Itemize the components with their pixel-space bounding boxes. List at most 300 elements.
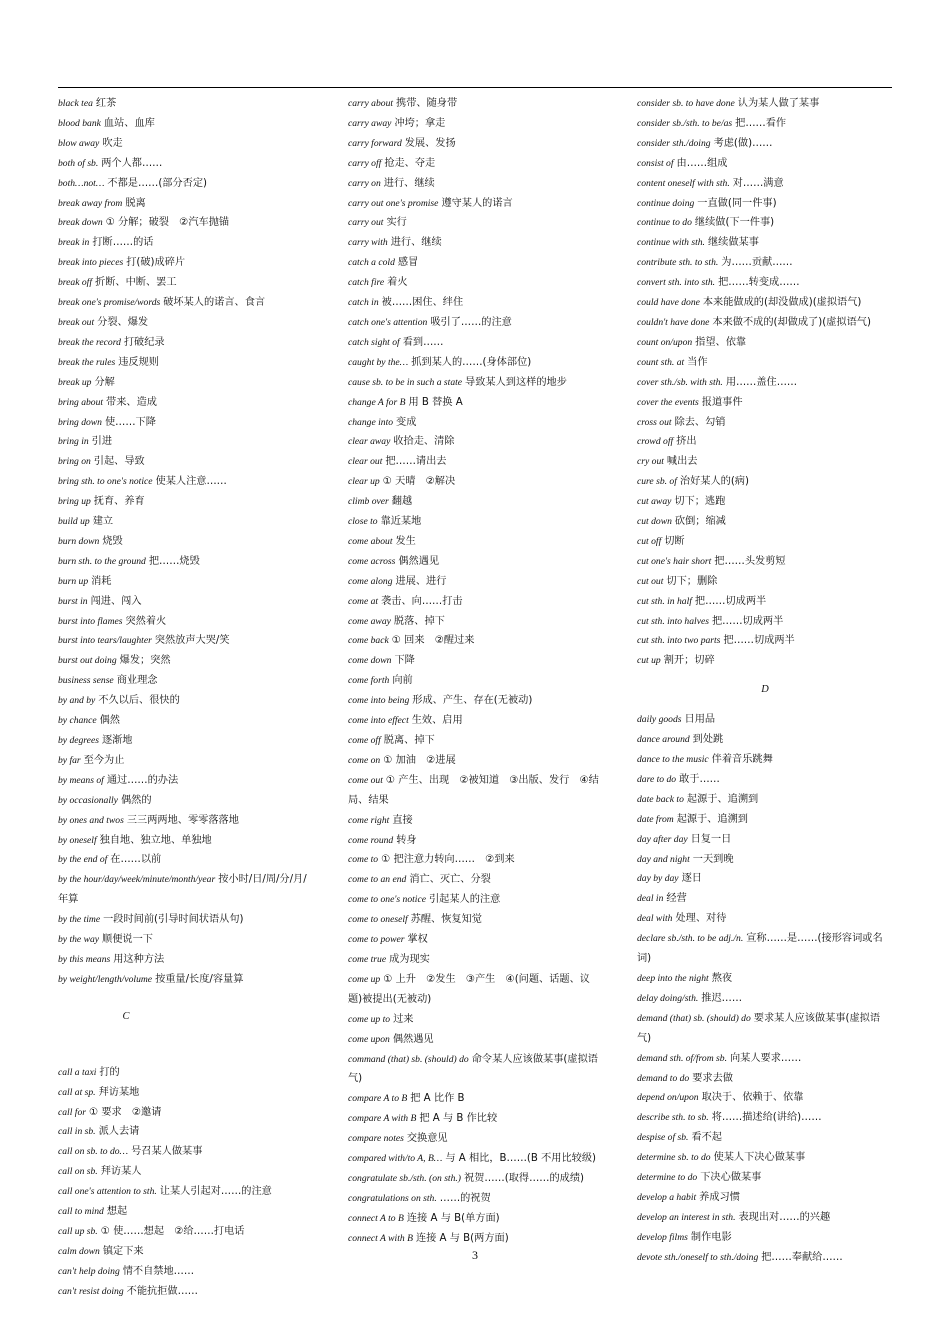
phrase-chinese: 烧毁 [102,535,123,547]
phrase-entry [637,94,893,114]
phrase-english: develop a habit [637,1191,697,1203]
phrase-chinese: 使某人下决心做某事 [713,1152,806,1164]
phrase-chinese: 导致某人到这样的地步 [465,376,567,388]
phrase-chinese: 掌权 [407,934,428,946]
phrase-chinese: 在……以前 [110,854,162,866]
phrase-entry [348,811,604,831]
phrase-chinese: 进行、继续 [383,177,435,189]
phrase-english: depend on/upon [637,1092,699,1104]
phrase-english: determine to do [637,1172,698,1184]
phrase-chinese: 偶然遇见 [398,555,440,567]
phrase-chinese: ① 回来 ②醒过来 [391,635,475,647]
phrase-english: call up sb. [58,1225,98,1237]
phrase-english: convert sth. into sth. [637,277,716,289]
phrase-chinese: 使某人注意…… [155,476,227,488]
section-letter-c: C [122,1010,130,1022]
phrase-entry [58,631,310,651]
phrase-entry [58,373,310,393]
phrase-english: come true [348,953,387,965]
phrase-entry [637,909,893,929]
phrase-entry [637,651,893,671]
phrase-chinese: 至今为止 [83,754,125,766]
phrase-entry [348,1189,604,1209]
phrase-chinese: 不能抗拒做…… [126,1285,198,1297]
phrase-entry [637,790,893,810]
phrase-entry [348,1229,604,1249]
phrase-english: carry about [348,98,394,109]
phrase-entry [637,770,893,790]
phrase-entry [637,1009,893,1049]
phrase-entry [348,333,604,353]
phrase-english: come at [348,595,379,607]
phrase-entry [58,253,310,273]
phrase-english: cut sth. in half [637,595,692,607]
phrase-entry [637,134,893,154]
phrase-entry [58,293,310,313]
phrase-entry [348,930,604,950]
phrase-entry [58,1142,310,1162]
phrase-chinese: 由……组成 [676,157,728,169]
phrase-chinese: 把……切成两半 [723,635,795,647]
phrase-entry [637,929,893,969]
phrase-english: cry out [637,456,664,468]
phrase-english: break out [58,316,95,328]
phrase-chinese: 偶然的 [120,794,152,806]
phrase-chinese: 把……头发剪短 [714,555,786,567]
phrase-entry [348,751,604,771]
phrase-chinese: 收拾走、清除 [393,436,455,448]
phrase-entry [348,114,604,134]
phrase-chinese: 拜访某地 [98,1086,140,1098]
phrase-entry [58,1202,310,1222]
phrase-english: cover sth./sb. with sth. [637,376,723,388]
phrase-english: come round [348,834,394,846]
phrase-entry [348,671,604,691]
phrase-english: come across [348,555,396,567]
phrase-english: break the record [58,336,121,348]
phrase-english: by this means [58,953,111,965]
phrase-entry [58,612,310,632]
phrase-entry [348,174,604,194]
phrase-english: continue with sth. [637,237,705,249]
phrase-chinese: 着火 [387,277,408,289]
phrase-chinese: 把……烧毁 [148,555,200,567]
phrase-entry [637,413,893,433]
phrase-chinese: 建立 [92,516,114,528]
phrase-chinese: 对……满意 [732,177,784,189]
phrase-chinese: ……的祝贺 [439,1192,491,1204]
phrase-chinese: 日复一日 [690,833,732,845]
phrase-chinese: 形成、产生、存在(无被动) [412,695,533,707]
phrase-english: call for [58,1106,86,1118]
phrase-english: dare to do [637,773,677,785]
phrase-english: cover the events [637,396,699,408]
phrase-english: call at sp. [58,1086,96,1098]
phrase-english: come along [348,575,393,587]
phrase-chinese: 破坏某人的诺言、食言 [163,297,266,309]
phrase-chinese: 实行 [386,217,407,229]
phrase-entry [58,592,310,612]
phrase-entry [637,233,893,253]
phrase-entry [637,572,893,592]
phrase-entry [348,831,604,851]
phrase-english: burn up [58,575,89,587]
phrase-chinese: 为……贡献…… [721,257,793,269]
phrase-english: climb over [348,496,389,508]
phrase-entry [348,850,604,870]
phrase-chinese: 下降 [394,655,415,667]
phrase-entry [348,1010,604,1030]
phrase-entry [58,811,310,831]
phrase-english: both…not… [58,177,105,189]
phrase-chinese: 打(破)成碎片 [126,257,186,269]
phrase-entry [348,413,604,433]
phrase-chinese: 经营 [666,893,687,905]
phrase-english: day after day [637,833,688,845]
phrase-chinese: 砍倒；缩减 [674,516,726,528]
phrase-english: can't help doing [58,1265,120,1277]
phrase-chinese: 脱离、掉下 [383,735,435,746]
phrase-entry [348,472,604,492]
phrase-chinese: 向某人要求…… [730,1052,802,1064]
phrase-chinese: 取决于、依赖于、依靠 [701,1092,804,1104]
phrase-chinese: 把……看作 [735,117,787,129]
phrase-entry [58,114,310,134]
phrase-chinese: 日用品 [684,714,716,726]
phrase-english: break into pieces [58,257,124,269]
phrase-entry [58,651,310,671]
phrase-entry [348,213,604,233]
phrase-english: catch in [348,297,379,309]
phrase-english: congratulations on sth. [348,1192,437,1204]
phrase-chinese: 转身 [396,834,417,846]
phrase-chinese: 一段时间前(引导时间状语从句) [103,914,244,926]
phrase-chinese: 切下；删除 [666,575,718,587]
phrase-entry [637,850,893,870]
phrase-english: break away from [58,197,123,209]
phrase-entry [58,552,310,572]
phrase-chinese: 表现出对……的兴趣 [738,1211,831,1223]
phrase-entry [637,154,893,174]
phrase-chinese: 抚育、养育 [93,496,145,508]
phrase-entry [348,94,604,114]
phrase-english: come about [348,535,393,547]
phrase-english: break up [58,376,92,388]
phrase-english: bring about [58,396,104,408]
phrase-english: demand (that) sb. (should) do [637,1012,751,1024]
phrase-english: bring up [58,496,91,508]
phrase-chinese: 打破纪录 [123,336,165,348]
column-2 [348,94,604,1249]
phrase-english: burst out doing [58,655,117,667]
phrase-entry [637,293,893,313]
phrase-english: black tea [58,98,93,109]
phrase-english: carry with [348,237,388,249]
phrase-english: compare A to B [348,1093,408,1105]
phrase-english: catch one's attention [348,316,428,328]
phrase-chinese: 养成习惯 [699,1191,740,1203]
phrase-entry [58,472,310,492]
phrase-english: couldn't have done [637,316,710,328]
phrase-entry [58,134,310,154]
phrase-chinese: 突然放声大哭/笑 [154,635,230,647]
phrase-english: change A for B [348,396,406,408]
phrase-chinese: ① 使……想起 ②给……打电话 [100,1225,245,1237]
phrase-chinese: 交换意见 [406,1133,448,1145]
phrase-entry [637,1108,893,1128]
phrase-english: dance to the music [637,754,709,765]
phrase-chinese: 折断、中断、罢工 [95,277,177,289]
phrase-entry [637,730,893,750]
phrase-entry [637,810,893,830]
phrase-entry [637,194,893,214]
phrase-english: deep into the night [637,972,709,984]
phrase-english: come to [348,854,379,866]
phrase-chinese: 当作 [687,356,708,368]
phrase-chinese: 商业理念 [116,675,158,687]
phrase-english: daily goods [637,714,682,726]
phrase-entry [348,631,604,651]
phrase-chinese: 把……请出去 [385,456,447,468]
phrase-english: break one's promise/words [58,297,161,309]
phrase-chinese: 进展、进行 [395,575,447,587]
phrase-chinese: 与 A 相比，B……(B 不用比较级) [445,1153,597,1165]
phrase-english: caught by the… [348,356,409,368]
phrase-entry [637,512,893,532]
phrase-english: come to one's notice [348,894,426,906]
phrase-entry [58,771,310,791]
phrase-english: by the end of [58,854,108,866]
phrase-entry [58,572,310,592]
phrase-entry [637,114,893,134]
phrase-chinese: 按重量/长度/容量算 [155,973,244,985]
phrase-chinese: ① 上升 ②发生 ③产生 ④(问题、话题、议题)被提出(无被动) [348,973,590,1005]
phrase-entry [58,233,310,253]
phrase-chinese: 使……下降 [104,416,156,428]
phrase-chinese: 打断……的话 [92,237,154,249]
phrase-entry [348,592,604,612]
phrase-entry [637,1088,893,1108]
phrase-english: catch fire [348,277,385,289]
phrase-chinese: 命令某人应该做某事(虚拟语气) [348,1053,598,1085]
phrase-entry [348,612,604,632]
phrase-chinese: 爆发；突然 [119,655,171,667]
phrase-entry [348,492,604,512]
phrase-chinese: 起源于、追溯到 [686,793,759,805]
phrase-entry [58,94,310,114]
phrase-english: by chance [58,715,97,727]
phrase-entry [637,1128,893,1148]
phrase-entry [58,831,310,851]
phrase-english: call a taxi [58,1066,97,1078]
phrase-chinese: 发生 [395,535,416,547]
phrase-chinese: ① 产生、出现 ②被知道 ③出版、发行 ④结局、结果 [348,774,599,806]
phrase-entry [58,532,310,552]
phrase-entry [348,1209,604,1229]
phrase-entry [637,869,893,889]
phrase-english: come right [348,814,390,826]
phrase-entry [348,1089,604,1109]
phrase-entry [637,472,893,492]
phrase-entry [637,353,893,373]
phrase-entry [348,233,604,253]
phrase-english: catch sight of [348,336,400,348]
phrase-chinese: 抓到某人的……(身体部位) [411,356,532,368]
phrase-entry [637,631,893,651]
phrase-english: date from [637,813,674,825]
phrase-chinese: 打的 [99,1066,120,1078]
phrase-english: consider sth./doing [637,137,711,149]
phrase-chinese: 制作电影 [690,1231,732,1243]
phrase-english: burn down [58,535,100,547]
phrase-english: come into effect [348,715,409,727]
phrase-chinese: 让某人引起对……的注意 [159,1186,272,1198]
phrase-english: cut up [637,655,661,667]
phrase-chinese: 把……奉献给…… [761,1251,843,1263]
phrase-chinese: 处理、对待 [675,913,727,925]
phrase-entry [348,273,604,293]
phrase-entry [348,432,604,452]
phrase-chinese: 治好某人的(病) [679,476,749,488]
phrase-english: declare sb./sth. to be adj./n. [637,933,744,945]
phrase-entry [348,194,604,214]
phrase-english: by far [58,754,81,766]
phrase-english: bring sth. to one's notice [58,476,153,488]
phrase-chinese: ① 把注意力转向…… ②到来 [381,854,515,866]
phrase-entry [637,532,893,552]
phrase-entry [58,1122,310,1142]
phrase-entry [348,870,604,890]
phrase-entry [348,1129,604,1149]
phrase-chinese: 祝贺……(取得……的成绩) [464,1172,585,1184]
phrase-chinese: 认为某人做了某事 [737,98,820,109]
phrase-chinese: 独自地、独立地、单独地 [99,834,212,846]
phrase-chinese: 将……描述给(讲给)…… [711,1112,822,1124]
phrase-english: by occasionally [58,794,118,806]
phrase-chinese: 本来能做成的(却没做成)(虚拟语气) [702,297,862,309]
phrase-entry [348,512,604,532]
phrase-chinese: 情不自禁地…… [122,1265,195,1277]
phrase-english: deal with [637,913,673,925]
phrase-chinese: 闯进、闯入 [90,595,142,607]
phrase-english: bring in [58,436,89,448]
phrase-english: cut off [637,535,662,547]
phrase-entry [637,612,893,632]
phrase-entry [637,552,893,572]
phrase-entry [348,890,604,910]
phrase-english: come to an end [348,874,407,886]
phrase-entry [348,731,604,751]
phrase-entry [348,393,604,413]
phrase-chinese: 指望、依靠 [695,336,747,348]
phrase-entry [637,333,893,353]
phrase-chinese: 逐渐地 [101,735,133,746]
phrase-entry [58,452,310,472]
phrase-english: content oneself with sth. [637,177,730,189]
phrase-english: burst into flames [58,615,123,627]
phrase-entry [637,1228,893,1248]
phrase-chinese: 一直做(同一件事) [697,197,777,209]
phrase-english: come up [348,973,381,985]
phrase-chinese: 过来 [393,1013,414,1025]
phrase-english: burst into tears/laughter [58,635,152,647]
phrase-entry [58,870,310,910]
phrase-entry [58,512,310,532]
header-rule [58,87,892,88]
phrase-chinese: 连接 A 与 B(两方面) [415,1232,509,1244]
phrase-chinese: 考虑(做)…… [713,137,773,149]
phrase-entry [58,273,310,293]
phrase-entry [348,910,604,930]
phrase-chinese: 宣称……是……(接形容词或名词) [637,933,883,965]
phrase-entry [58,751,310,771]
phrase-entry [637,492,893,512]
phrase-english: build up [58,516,90,528]
phrase-entry [58,1222,310,1242]
phrase-chinese: 顺便说一下 [102,934,153,946]
phrase-entry [637,750,893,770]
phrase-chinese: 苏醒、恢复知觉 [410,914,482,926]
phrase-entry [58,432,310,452]
phrase-entry [637,1168,893,1188]
phrase-english: count on/upon [637,336,693,348]
phrase-english: come into being [348,695,410,707]
phrase-chinese: ① 天晴 ②解决 [382,476,456,488]
phrase-entry [637,273,893,293]
phrase-chinese: 被……困住、绊住 [381,297,464,309]
phrase-chinese: 一天到晚 [692,853,734,865]
phrase-chinese: 熬夜 [711,972,733,984]
phrase-entry [637,889,893,909]
phrase-chinese: 看不起 [691,1132,722,1144]
phrase-chinese: 偶然 [99,715,120,727]
phrase-entry [58,950,310,970]
phrase-english: by the time [58,914,101,926]
phrase-chinese: 违反规则 [118,356,159,368]
phrase-chinese: 两个人都…… [101,157,163,169]
phrase-entry [637,1208,893,1228]
phrase-entry [58,1103,310,1123]
phrase-english: dance around [637,734,690,746]
phrase-chinese: 把 A 与 B 作比较 [419,1113,498,1125]
phrase-english: command (that) sb. (should) do [348,1053,469,1065]
phrase-english: call on sb. to do… [58,1146,129,1158]
phrase-entry [348,651,604,671]
phrase-entry [348,1169,604,1189]
phrase-chinese: 脱离 [125,197,146,209]
phrase-english: day by day [637,873,679,885]
phrase-chinese: 消亡、灭亡、分裂 [409,874,491,886]
phrase-english: develop films [637,1231,688,1243]
phrase-entry [348,452,604,472]
phrase-english: come on [348,754,381,766]
phrase-english: despise of sb. [637,1132,689,1144]
phrase-english: continue to do [637,217,692,229]
phrase-entry [58,154,310,174]
phrase-english: continue doing [637,197,695,209]
phrase-chinese: 带来、造成 [106,396,157,408]
phrase-entry [637,1148,893,1168]
phrase-entry [58,731,310,751]
phrase-entry [348,253,604,273]
phrase-chinese: 逐日 [681,873,702,885]
phrase-english: carry away [348,117,392,129]
phrase-english: carry out one's promise [348,197,439,209]
phrase-english: by the way [58,934,100,946]
phrase-chinese: 抢走、夺走 [384,157,436,169]
phrase-english: blood bank [58,117,101,129]
phrase-english: crowd off [637,436,674,448]
